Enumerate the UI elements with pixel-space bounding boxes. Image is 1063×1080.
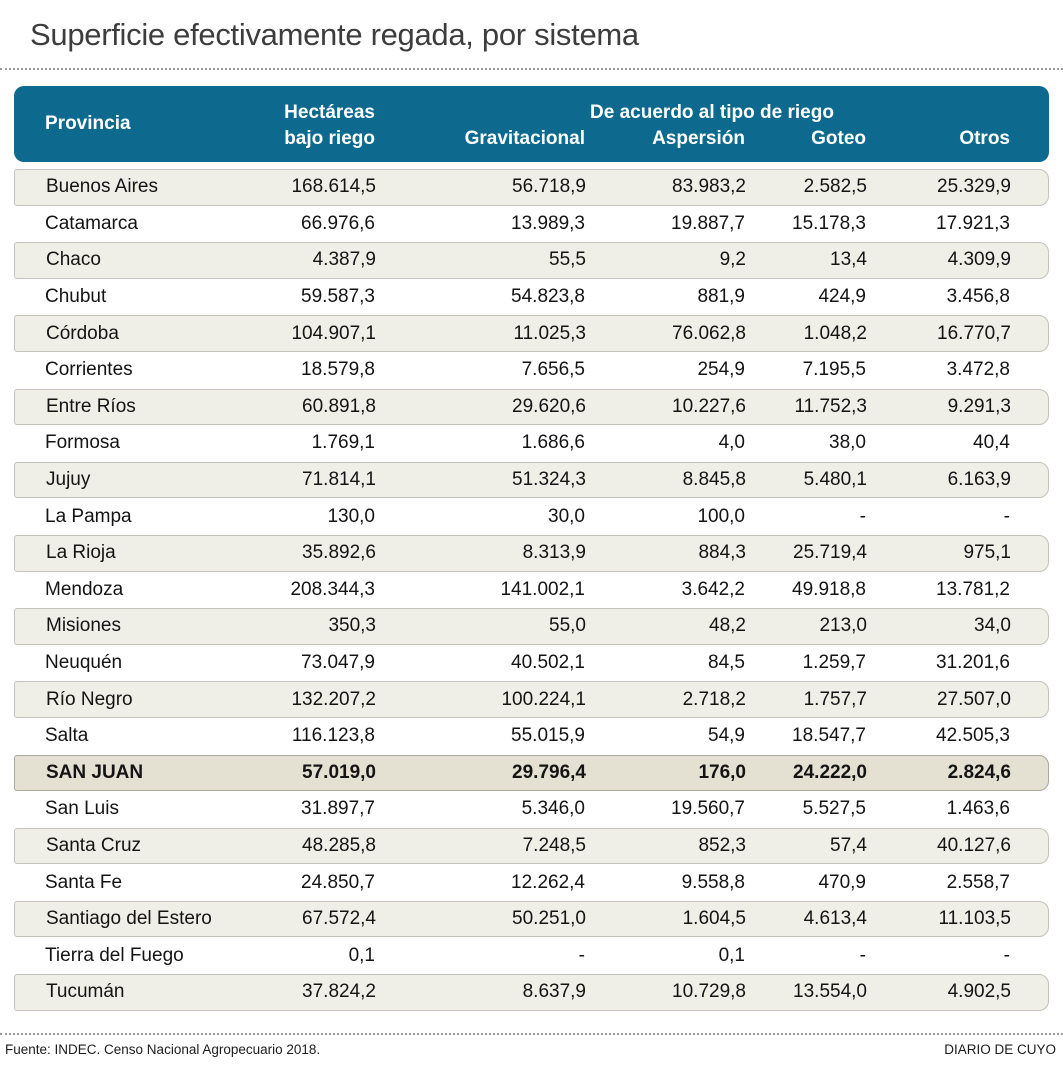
value-cell: 10.729,8 [672,981,746,1003]
value-cell: 17.921,3 [936,212,1010,234]
value-cell: - [859,944,866,966]
value-cell: 71.814,1 [302,469,376,491]
value-cell: 37.824,2 [302,981,376,1003]
value-cell: 50.251,0 [512,908,586,930]
province-name: Jujuy [46,469,91,491]
value-cell: 31.201,6 [936,652,1010,674]
value-cell: 40,4 [973,432,1010,454]
value-cell: 852,3 [698,834,746,856]
table-row [14,864,1049,901]
value-cell: 27.507,0 [937,688,1011,710]
value-cell: 5.527,5 [802,798,866,820]
value-cell: 6.163,9 [947,469,1011,491]
value-cell: 208.344,3 [290,578,375,600]
value-cell: - [578,944,585,966]
table-row [14,901,1049,938]
value-cell: 132.207,2 [291,688,376,710]
value-cell: 29.796,4 [512,761,586,783]
value-cell: 73.047,9 [301,652,375,674]
value-cell: 213,0 [819,615,867,637]
province-name: Santa Cruz [46,834,142,856]
value-cell: 168.614,5 [291,176,376,198]
value-cell: 3.472,8 [946,359,1010,381]
province-name: Entre Ríos [46,395,136,417]
value-cell: 0,1 [348,944,375,966]
province-name: Mendoza [45,578,124,600]
value-cell: 24.850,7 [301,871,375,893]
province-name: Tierra del Fuego [45,944,184,966]
value-cell: 48.285,8 [302,834,376,856]
column-header-gravitacional: Gravitacional [464,128,585,149]
column-header-hectareas-line1: Hectáreas [284,102,375,123]
value-cell: 24.222,0 [793,761,867,783]
value-cell: 67.572,4 [302,908,376,930]
publication-brand: DIARIO DE CUYO [944,1041,1056,1057]
table-body [14,169,1049,1011]
value-cell: 975,1 [963,542,1011,564]
value-cell: 4.309,9 [947,249,1011,271]
value-cell: 9,2 [719,249,746,271]
table-row [14,645,1049,682]
value-cell: 10.227,6 [672,395,746,417]
value-cell: 7.656,5 [521,359,585,381]
province-name: Chaco [46,249,101,271]
value-cell: 1.463,6 [946,798,1010,820]
table-header [14,86,1049,162]
value-cell: 7.248,5 [522,834,586,856]
value-cell: 8.845,8 [682,469,746,491]
value-cell: 470,9 [818,871,866,893]
province-name: Catamarca [45,212,138,234]
province-name: SAN JUAN [46,761,144,783]
value-cell: 1.686,6 [521,432,585,454]
value-cell: 31.897,7 [301,798,375,820]
table-row [14,937,1049,974]
value-cell: 130,0 [327,505,375,527]
value-cell: 881,9 [697,286,745,308]
table-row [14,974,1049,1011]
value-cell: 54.823,8 [511,286,585,308]
value-cell: 5.480,1 [803,469,867,491]
table-row [14,828,1049,865]
value-cell: 84,5 [708,652,745,674]
table-row [14,681,1049,718]
table-row-highlighted [14,755,1049,792]
value-cell: 60.891,8 [302,395,376,417]
value-cell: 16.770,7 [937,322,1011,344]
value-cell: - [1003,944,1010,966]
table-row [14,242,1049,279]
value-cell: 1.259,7 [802,652,866,674]
column-header-goteo: Goteo [811,128,866,149]
value-cell: 2.824,6 [947,761,1011,783]
top-dotted-divider [0,68,1063,70]
value-cell: 7.195,5 [802,359,866,381]
value-cell: 424,9 [818,286,866,308]
value-cell: 8.313,9 [522,542,586,564]
value-cell: 100,0 [697,505,745,527]
table-row [14,462,1049,499]
province-name: La Rioja [46,542,116,564]
value-cell: 59.587,3 [301,286,375,308]
value-cell: 4.613,4 [803,908,867,930]
value-cell: 100.224,1 [501,688,586,710]
value-cell: 18.579,8 [301,359,375,381]
province-name: Misiones [46,615,121,637]
value-cell: 13.781,2 [936,578,1010,600]
column-header-hectareas-line2: bajo riego [284,128,375,149]
province-name: Santiago del Estero [46,908,212,930]
value-cell: 57,4 [830,834,867,856]
value-cell: 884,3 [698,542,746,564]
value-cell: 18.547,7 [792,725,866,747]
value-cell: 1.769,1 [311,432,375,454]
value-cell: 13,4 [830,249,867,271]
value-cell: 9.291,3 [947,395,1011,417]
value-cell: 12.262,4 [511,871,585,893]
province-name: Formosa [45,432,120,454]
table-row [14,352,1049,389]
table-row [14,389,1049,426]
value-cell: 29.620,6 [512,395,586,417]
value-cell: 19.887,7 [671,212,745,234]
value-cell: 38,0 [829,432,866,454]
province-name: Corrientes [45,359,133,381]
value-cell: 116.123,8 [291,725,375,747]
value-cell: 1.757,7 [803,688,867,710]
table-row [14,572,1049,609]
province-name: Santa Fe [45,871,123,893]
value-cell: 30,0 [548,505,585,527]
table-row [14,425,1049,462]
province-name: Chubut [45,286,107,308]
value-cell: 176,0 [698,761,746,783]
value-cell: 35.892,6 [302,542,376,564]
irrigation-table [14,86,1049,1011]
table-row [14,315,1049,352]
value-cell: - [859,505,866,527]
value-cell: - [1003,505,1010,527]
column-header-provincia: Provincia [45,113,131,134]
value-cell: 56.718,9 [512,176,586,198]
value-cell: 57.019,0 [302,761,376,783]
value-cell: 3.642,2 [681,578,745,600]
footer [0,1035,1063,1057]
value-cell: 350,3 [328,615,376,637]
value-cell: 13.554,0 [793,981,867,1003]
value-cell: 40.502,1 [511,652,585,674]
value-cell: 55,5 [549,249,586,271]
column-header-otros: Otros [959,128,1010,149]
value-cell: 4.902,5 [947,981,1011,1003]
value-cell: 4.387,9 [312,249,376,271]
table-row [14,608,1049,645]
value-cell: 104.907,1 [291,322,376,344]
value-cell: 1.048,2 [803,322,867,344]
value-cell: 66.976,6 [301,212,375,234]
value-cell: 2.718,2 [682,688,746,710]
value-cell: 34,0 [974,615,1011,637]
value-cell: 4,0 [718,432,745,454]
table-row [14,169,1049,206]
value-cell: 254,9 [697,359,745,381]
table-row [14,791,1049,828]
value-cell: 19.560,7 [671,798,745,820]
value-cell: 54,9 [708,725,745,747]
value-cell: 3.456,8 [946,286,1010,308]
value-cell: 1.604,5 [682,908,746,930]
province-name: San Luis [45,798,119,820]
value-cell: 8.637,9 [522,981,586,1003]
value-cell: 83.983,2 [672,176,746,198]
page-title: Superficie efectivamente regada, por sistema [30,17,639,52]
value-cell: 11.025,3 [513,322,586,344]
value-cell: 25.329,9 [937,176,1011,198]
value-cell: 11.103,5 [938,908,1011,930]
table-row [14,498,1049,535]
province-name: Salta [45,725,89,747]
value-cell: 49.918,8 [792,578,866,600]
value-cell: 42.505,3 [936,725,1010,747]
value-cell: 55,0 [549,615,586,637]
table-row [14,279,1049,316]
value-cell: 25.719,4 [793,542,867,564]
province-name: Córdoba [46,322,119,344]
table-row [14,718,1049,755]
value-cell: 11.752,3 [794,395,867,417]
province-name: Buenos Aires [46,176,158,198]
table-row [14,206,1049,243]
value-cell: 2.582,5 [803,176,867,198]
value-cell: 48,2 [709,615,746,637]
province-name: La Pampa [45,505,132,527]
value-cell: 2.558,7 [946,871,1010,893]
value-cell: 51.324,3 [512,469,586,491]
province-name: Neuquén [45,652,123,674]
table-row [14,535,1049,572]
source-credit: Fuente: INDEC. Censo Nacional Agropecuario 2018. [5,1041,321,1057]
value-cell: 5.346,0 [521,798,585,820]
province-name: Río Negro [46,688,133,710]
province-name: Tucumán [46,981,125,1003]
value-cell: 141.002,1 [500,578,585,600]
value-cell: 9.558,8 [681,871,745,893]
value-cell: 55.015,9 [511,725,585,747]
value-cell: 40.127,6 [937,834,1011,856]
value-cell: 76.062,8 [672,322,746,344]
value-cell: 13.989,3 [511,212,585,234]
column-group-header-tipo-de-riego: De acuerdo al tipo de riego [590,102,834,123]
value-cell: 0,1 [718,944,745,966]
value-cell: 15.178,3 [792,212,866,234]
column-header-aspersion: Aspersión [652,128,745,149]
